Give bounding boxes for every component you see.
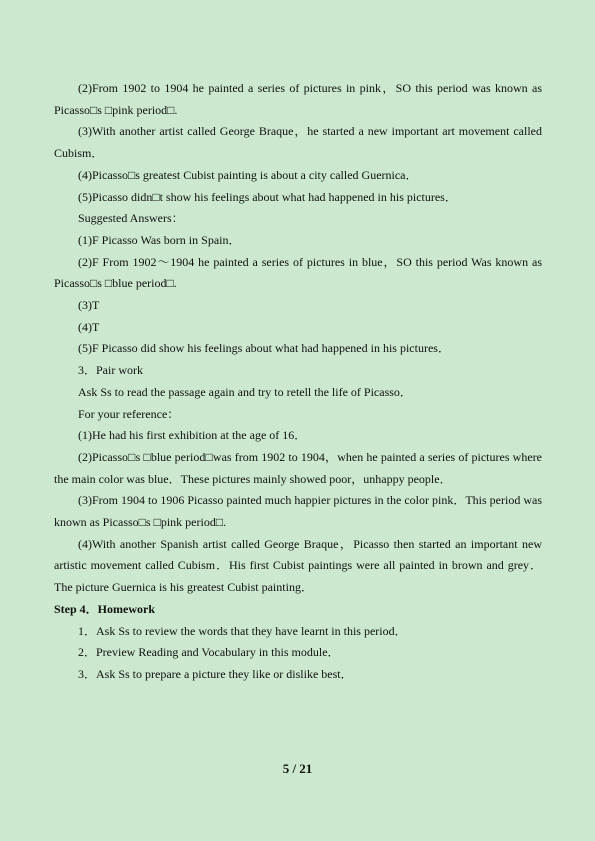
step-heading: Step 4．Homework <box>54 601 155 616</box>
paragraph: (5)Picasso didn□t show his feelings about what had happened in his pictures． <box>78 189 457 204</box>
section-label: For your reference： <box>78 406 180 421</box>
reference-item: (4)With another Spanish artist called George Braque，Picasso then started an important new artistic movement called Cubism．His first Cubist paintings were all painted in brown and grey．The picture Guernica is his greatest Cubist painting． <box>54 536 542 595</box>
section-label: Suggested Answers： <box>78 211 184 226</box>
answer-item: (5)F Picasso did show his feelings about what had happened in his pictures． <box>78 341 450 356</box>
homework-item: 3．Ask Ss to prepare a picture they like or dislike best． <box>78 666 353 681</box>
paragraph: (3)With another artist called George Braque，he started a new important art movement called Cubism． <box>54 124 542 161</box>
paragraph: Ask Ss to read the passage again and try to retell the life of Picasso． <box>78 384 412 399</box>
paragraph: (2)From 1902 to 1904 he painted a series of pictures in pink，SO this period was known as Picasso□s □pink period□. <box>54 81 542 117</box>
answer-item: (3)T <box>78 298 100 313</box>
reference-item: (3)From 1904 to 1906 Picasso painted much happier pictures in the color pink．This period was known as Picasso□s □pink period□. <box>54 493 542 530</box>
section-heading: 3．Pair work <box>78 363 143 378</box>
page-number: 5 / 21 <box>282 761 313 776</box>
paragraph: (4)Picasso□s greatest Cubist painting is about a city called Guernica． <box>78 167 418 182</box>
answer-item: (4)T <box>78 319 100 334</box>
document-body <box>54 78 542 686</box>
homework-item: 2．Preview Reading and Vocabulary in this module． <box>78 645 340 660</box>
answer-item: (2)F From 1902～1904 he painted a series of pictures in blue，SO this period Was known as Picasso□s □blue period□. <box>54 254 542 291</box>
answer-item: (1)F Picasso Was born in Spain． <box>78 232 241 247</box>
reference-item: (1)He had his first exhibition at the age of 16． <box>78 428 307 443</box>
homework-item: 1．Ask Ss to review the words that they have learnt in this period． <box>78 623 407 638</box>
reference-item: (2)Picasso□s □blue period□was from 1902 to 1904，when he painted a series of pictures where the main color was blue．These pictures mainly showed poor，unhappy people． <box>54 449 542 486</box>
